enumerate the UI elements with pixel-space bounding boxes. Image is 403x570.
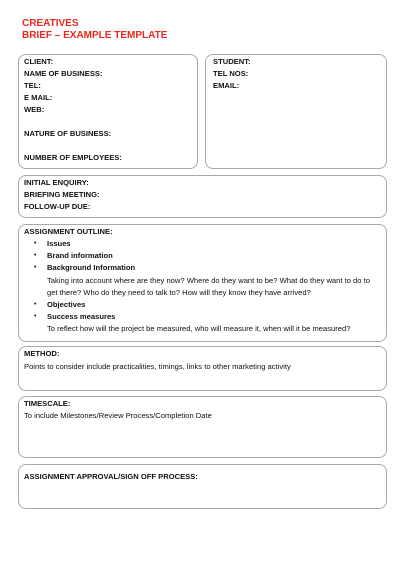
tel-nos-label: TEL NOS: <box>213 69 249 78</box>
approval-box <box>18 464 387 509</box>
client-box <box>18 54 198 169</box>
bullet-icon: • <box>34 301 37 308</box>
bullet-icon: • <box>34 313 37 320</box>
bullet-issues: Issues <box>47 239 71 248</box>
background-text-line-1: Taking into account where are they now? Where do they want to be? What do they want to do to <box>47 276 370 285</box>
briefing-meeting-label: BRIEFING MEETING: <box>24 190 100 199</box>
bullet-background-information: Background Information <box>47 263 136 272</box>
assignment-outline-heading: ASSIGNMENT OUTLINE: <box>24 227 113 236</box>
method-text: Points to consider include practicalities, timings, links to other marketing activity <box>24 362 291 371</box>
assignment-outline-box <box>18 224 387 342</box>
method-box <box>18 346 387 391</box>
bullet-brand-information: Brand information <box>47 251 113 260</box>
student-email-label: EMAIL: <box>213 81 240 90</box>
bullet-icon: • <box>34 264 37 271</box>
number-of-employees-label: NUMBER OF EMPLOYEES: <box>24 153 122 162</box>
background-text-line-2: get there? Who do they need to talk to? How will they know they have arrived? <box>47 288 311 297</box>
student-box <box>205 54 387 169</box>
timescale-heading: TIMESCALE: <box>24 399 71 408</box>
success-text: To reflect how will the project be measured, who will measure it, when will it be measured? <box>47 324 351 333</box>
approval-heading: ASSIGNMENT APPROVAL/SIGN OFF PROCESS: <box>24 472 198 481</box>
student-label: STUDENT: <box>213 57 251 66</box>
client-label: CLIENT: <box>24 57 54 66</box>
email-label: E MAIL: <box>24 93 53 102</box>
title-line-2: BRIEF – EXAMPLE TEMPLATE <box>22 30 168 41</box>
initial-enquiry-label: INITIAL ENQUIRY: <box>24 178 89 187</box>
web-label: WEB: <box>24 105 45 114</box>
follow-up-due-label: FOLLOW-UP DUE: <box>24 202 91 211</box>
name-of-business-label: NAME OF BUSINESS: <box>24 69 103 78</box>
bullet-objectives: Objectives <box>47 300 86 309</box>
nature-of-business-label: NATURE OF BUSINESS: <box>24 129 112 138</box>
method-heading: METHOD: <box>24 349 60 358</box>
timescale-box <box>18 396 387 458</box>
bullet-icon: • <box>34 252 37 259</box>
bullet-success-measures: Success measures <box>47 312 116 321</box>
title-line-1: CREATIVES <box>22 18 79 29</box>
tel-label: TEL: <box>24 81 41 90</box>
document-title <box>22 18 167 42</box>
enquiry-box <box>18 175 387 218</box>
bullet-icon: • <box>34 240 37 247</box>
timescale-text: To include Milestones/Review Process/Completion Date <box>24 411 212 420</box>
